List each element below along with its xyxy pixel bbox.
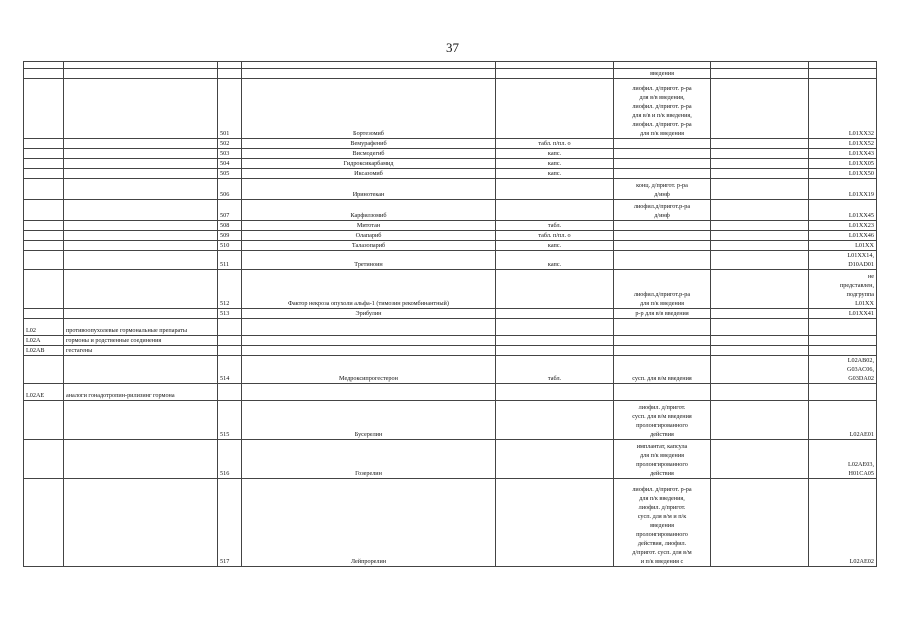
atc-reference-cell-line: L02AE03, bbox=[848, 461, 874, 468]
dosage-form-detail-cell-line: р-р для в/в введения bbox=[635, 310, 689, 317]
dosage-form-detail-cell bbox=[614, 251, 711, 270]
registry-body bbox=[24, 62, 877, 567]
atc-code-cell: L02AE bbox=[24, 384, 64, 401]
row-number-cell bbox=[218, 62, 242, 69]
atc-code-cell bbox=[24, 169, 64, 179]
group-name-cell bbox=[64, 139, 218, 149]
drug-name-cell bbox=[242, 69, 496, 79]
extra-cell bbox=[711, 319, 809, 336]
atc-reference-cell bbox=[809, 179, 877, 200]
atc-reference-cell bbox=[809, 251, 877, 270]
dosage-form-cell bbox=[496, 62, 614, 69]
dosage-form-detail-cell bbox=[614, 62, 711, 69]
dosage-form-detail-cell-line: действия bbox=[650, 431, 674, 438]
group-name-cell bbox=[64, 79, 218, 139]
table-row bbox=[24, 384, 877, 401]
dosage-form-detail-cell bbox=[614, 169, 711, 179]
atc-code-cell: L02AB bbox=[24, 346, 64, 356]
dosage-form-detail-cell-line: лиофил. д/пригот. р-ра bbox=[632, 121, 692, 128]
table-row bbox=[24, 79, 877, 139]
atc-reference-cell bbox=[809, 149, 877, 159]
atc-code-cell bbox=[24, 270, 64, 309]
dosage-form-detail-cell-line: для в/в и п/к введения, bbox=[632, 112, 692, 119]
dosage-form-detail-cell-line: лиофил.д/пригот.р-ра bbox=[633, 291, 691, 298]
atc-reference-cell-line: L02AB02, bbox=[847, 357, 874, 364]
group-name-cell bbox=[64, 62, 218, 69]
drug-name-cell: Медроксипрогестерон bbox=[242, 356, 496, 384]
dosage-form-cell bbox=[496, 384, 614, 401]
page-number: 37 bbox=[446, 40, 459, 55]
extra-cell bbox=[711, 251, 809, 270]
group-name-cell bbox=[64, 179, 218, 200]
drug-name-cell: Карфилзомиб bbox=[242, 200, 496, 221]
dosage-form-detail-cell-line: для п/к введения bbox=[639, 452, 685, 459]
atc-reference-cell-line: L01XX45 bbox=[848, 212, 874, 219]
group-name-cell bbox=[64, 231, 218, 241]
extra-cell bbox=[711, 440, 809, 479]
drug-name-cell: Эрибулин bbox=[242, 309, 496, 319]
extra-cell bbox=[711, 231, 809, 241]
dosage-form-detail-cell-line: для п/к введения bbox=[639, 130, 685, 137]
dosage-form-detail-cell bbox=[614, 79, 711, 139]
atc-reference-cell bbox=[809, 401, 877, 440]
atc-code-cell bbox=[24, 440, 64, 479]
atc-reference-cell-line: L01XX32 bbox=[848, 130, 874, 137]
group-name-cell: гестагены bbox=[64, 346, 218, 356]
table-row bbox=[24, 309, 877, 319]
row-number-cell: 511 bbox=[218, 251, 242, 270]
atc-reference-cell-line: L01XX19 bbox=[848, 191, 874, 198]
table-row bbox=[24, 251, 877, 270]
row-number-cell: 503 bbox=[218, 149, 242, 159]
row-number-cell: 515 bbox=[218, 401, 242, 440]
group-name-cell bbox=[64, 69, 218, 79]
extra-cell bbox=[711, 79, 809, 139]
atc-reference-cell-line: D10AD01 bbox=[848, 261, 874, 268]
group-name-cell bbox=[64, 479, 218, 567]
dosage-form-cell bbox=[496, 79, 614, 139]
atc-reference-cell-line: представлен, bbox=[839, 282, 874, 289]
atc-reference-cell bbox=[809, 356, 877, 384]
atc-reference-cell bbox=[809, 346, 877, 356]
group-name-cell: противоопухолевые гормональные препараты bbox=[64, 319, 218, 336]
extra-cell bbox=[711, 270, 809, 309]
dosage-form-detail-cell bbox=[614, 241, 711, 251]
dosage-form-detail-cell-line: лиофил.д/пригот.р-ра bbox=[633, 203, 691, 210]
dosage-form-detail-cell bbox=[614, 179, 711, 200]
drug-name-cell bbox=[242, 346, 496, 356]
atc-code-cell bbox=[24, 139, 64, 149]
table-row bbox=[24, 169, 877, 179]
dosage-form-cell bbox=[496, 270, 614, 309]
drug-name-cell: Лейпрорелин bbox=[242, 479, 496, 567]
atc-code-cell bbox=[24, 479, 64, 567]
dosage-form-cell: капс. bbox=[496, 169, 614, 179]
atc-reference-cell-line: подгруппа bbox=[846, 291, 874, 298]
dosage-form-detail-cell bbox=[614, 356, 711, 384]
atc-reference-cell bbox=[809, 336, 877, 346]
row-number-cell: 506 bbox=[218, 179, 242, 200]
atc-reference-cell-line: H01CA05 bbox=[848, 470, 874, 477]
dosage-form-detail-cell bbox=[614, 346, 711, 356]
group-name-cell bbox=[64, 440, 218, 479]
group-name-cell bbox=[64, 200, 218, 221]
dosage-form-detail-cell-line: имплантат, капсула bbox=[636, 443, 688, 450]
extra-cell bbox=[711, 479, 809, 567]
extra-cell bbox=[711, 346, 809, 356]
drug-name-cell: Бусерелин bbox=[242, 401, 496, 440]
dosage-form-cell bbox=[496, 346, 614, 356]
row-number-cell bbox=[218, 346, 242, 356]
drug-name-cell: Бортезомиб bbox=[242, 79, 496, 139]
dosage-form-detail-cell-line: лиофил. д/пригот. р-ра bbox=[632, 486, 692, 493]
atc-reference-cell bbox=[809, 169, 877, 179]
table-row bbox=[24, 401, 877, 440]
atc-reference-cell bbox=[809, 309, 877, 319]
atc-code-cell: L02A bbox=[24, 336, 64, 346]
atc-code-cell bbox=[24, 251, 64, 270]
atc-reference-cell-line: L02AE01 bbox=[849, 431, 874, 438]
extra-cell bbox=[711, 169, 809, 179]
atc-code-cell bbox=[24, 241, 64, 251]
atc-code-cell bbox=[24, 69, 64, 79]
table-row bbox=[24, 231, 877, 241]
atc-reference-cell bbox=[809, 241, 877, 251]
row-number-cell: 502 bbox=[218, 139, 242, 149]
dosage-form-detail-cell-line: действия, лиофил. bbox=[637, 540, 687, 547]
atc-reference-cell-line: L01XX23 bbox=[848, 222, 874, 229]
dosage-form-detail-cell-line: лиофил. д/пригот. bbox=[638, 504, 686, 511]
row-number-cell: 517 bbox=[218, 479, 242, 567]
atc-reference-cell-line: L01XX bbox=[855, 242, 874, 249]
dosage-form-cell: табл. bbox=[496, 356, 614, 384]
dosage-form-detail-cell-line: д/инф bbox=[654, 212, 670, 219]
atc-reference-cell bbox=[809, 139, 877, 149]
atc-reference-cell bbox=[809, 159, 877, 169]
dosage-form-detail-cell-line: лиофил. д/пригот. р-ра bbox=[632, 85, 692, 92]
dosage-form-cell: капс. bbox=[496, 149, 614, 159]
table-row bbox=[24, 62, 877, 69]
table-row bbox=[24, 200, 877, 221]
group-name-cell bbox=[64, 169, 218, 179]
atc-code-cell bbox=[24, 159, 64, 169]
atc-reference-cell-line: L01XX41 bbox=[848, 310, 874, 317]
table-row bbox=[24, 139, 877, 149]
extra-cell bbox=[711, 401, 809, 440]
dosage-form-detail-cell bbox=[614, 479, 711, 567]
dosage-form-cell bbox=[496, 401, 614, 440]
dosage-form-detail-cell bbox=[614, 221, 711, 231]
dosage-form-detail-cell bbox=[614, 159, 711, 169]
drug-name-cell: Митотан bbox=[242, 221, 496, 231]
dosage-form-cell bbox=[496, 319, 614, 336]
atc-reference-cell-line: L01XX46 bbox=[848, 232, 874, 239]
dosage-form-cell: табл. bbox=[496, 221, 614, 231]
dosage-form-cell bbox=[496, 479, 614, 567]
extra-cell bbox=[711, 139, 809, 149]
group-name-cell bbox=[64, 309, 218, 319]
atc-reference-cell-line: L02AE02 bbox=[849, 558, 874, 565]
dosage-form-detail-cell-line: для п/к введения bbox=[639, 300, 685, 307]
atc-code-cell bbox=[24, 231, 64, 241]
atc-code-cell: L02 bbox=[24, 319, 64, 336]
group-name-cell: гормоны и родственные соединения bbox=[64, 336, 218, 346]
table-row bbox=[24, 319, 877, 336]
group-name-cell bbox=[64, 270, 218, 309]
dosage-form-detail-cell bbox=[614, 139, 711, 149]
dosage-form-cell: капс. bbox=[496, 241, 614, 251]
row-number-cell: 505 bbox=[218, 169, 242, 179]
table-row bbox=[24, 336, 877, 346]
extra-cell bbox=[711, 149, 809, 159]
row-number-cell bbox=[218, 336, 242, 346]
drug-name-cell bbox=[242, 384, 496, 401]
row-number-cell: 513 bbox=[218, 309, 242, 319]
atc-reference-cell bbox=[809, 231, 877, 241]
dosage-form-detail-cell-line: введения bbox=[650, 522, 674, 529]
dosage-form-cell: табл. п/пл. о bbox=[496, 139, 614, 149]
dosage-form-detail-cell bbox=[614, 200, 711, 221]
group-name-cell: аналоги гонадотропин-рилизинг гормона bbox=[64, 384, 218, 401]
atc-reference-cell bbox=[809, 79, 877, 139]
group-name-cell bbox=[64, 356, 218, 384]
dosage-form-detail-cell bbox=[614, 231, 711, 241]
drug-name-cell: Третиноин bbox=[242, 251, 496, 270]
dosage-form-detail-cell bbox=[614, 149, 711, 159]
dosage-form-detail-cell-line: лиофил. д/пригот. bbox=[638, 404, 686, 411]
extra-cell bbox=[711, 356, 809, 384]
dosage-form-detail-cell-line: для п/к введения, bbox=[639, 495, 685, 502]
drug-name-cell: Вемурафениб bbox=[242, 139, 496, 149]
drug-name-cell bbox=[242, 336, 496, 346]
drug-name-cell: Гидроксикарбамид bbox=[242, 159, 496, 169]
dosage-form-detail-cell-line: введения bbox=[650, 70, 674, 77]
drug-name-cell: Иксазомиб bbox=[242, 169, 496, 179]
atc-reference-cell bbox=[809, 440, 877, 479]
table-row bbox=[24, 356, 877, 384]
atc-code-cell bbox=[24, 401, 64, 440]
atc-code-cell bbox=[24, 309, 64, 319]
table-row bbox=[24, 69, 877, 79]
atc-code-cell bbox=[24, 62, 64, 69]
dosage-form-detail-cell-line: для в/в введения, bbox=[639, 94, 685, 101]
atc-reference-cell bbox=[809, 200, 877, 221]
dosage-form-detail-cell-line: д/пригот. сусп. для в/м bbox=[632, 549, 692, 556]
dosage-form-detail-cell bbox=[614, 69, 711, 79]
extra-cell bbox=[711, 179, 809, 200]
dosage-form-detail-cell bbox=[614, 440, 711, 479]
dosage-form-detail-cell-line: сусп. для в/м введения bbox=[632, 375, 692, 382]
dosage-form-cell bbox=[496, 69, 614, 79]
atc-code-cell bbox=[24, 79, 64, 139]
atc-code-cell bbox=[24, 221, 64, 231]
atc-reference-cell-line: L01XX bbox=[855, 300, 874, 307]
drug-name-cell: Олапариб bbox=[242, 231, 496, 241]
atc-code-cell bbox=[24, 200, 64, 221]
table-row bbox=[24, 440, 877, 479]
drug-registry-table bbox=[23, 61, 877, 567]
group-name-cell bbox=[64, 149, 218, 159]
drug-name-cell bbox=[242, 62, 496, 69]
table-row bbox=[24, 270, 877, 309]
atc-reference-cell-line: L01XX05 bbox=[848, 160, 874, 167]
extra-cell bbox=[711, 159, 809, 169]
atc-reference-cell bbox=[809, 62, 877, 69]
row-number-cell: 507 bbox=[218, 200, 242, 221]
dosage-form-cell bbox=[496, 309, 614, 319]
dosage-form-detail-cell-line: лиофил. д/пригот. р-ра bbox=[632, 103, 692, 110]
extra-cell bbox=[711, 309, 809, 319]
drug-name-cell: Талазопариб bbox=[242, 241, 496, 251]
extra-cell bbox=[711, 336, 809, 346]
extra-cell bbox=[711, 221, 809, 231]
group-name-cell bbox=[64, 221, 218, 231]
extra-cell bbox=[711, 69, 809, 79]
extra-cell bbox=[711, 200, 809, 221]
dosage-form-detail-cell-line: д/инф bbox=[654, 191, 670, 198]
atc-reference-cell-line: L01XX52 bbox=[848, 140, 874, 147]
row-number-cell: 512 bbox=[218, 270, 242, 309]
dosage-form-detail-cell bbox=[614, 336, 711, 346]
dosage-form-cell: табл. п/пл. о bbox=[496, 231, 614, 241]
row-number-cell: 514 bbox=[218, 356, 242, 384]
row-number-cell: 509 bbox=[218, 231, 242, 241]
atc-code-cell bbox=[24, 179, 64, 200]
atc-reference-cell bbox=[809, 384, 877, 401]
dosage-form-detail-cell bbox=[614, 309, 711, 319]
atc-reference-cell bbox=[809, 270, 877, 309]
dosage-form-detail-cell-line: пролонгированного bbox=[636, 461, 688, 468]
dosage-form-detail-cell-line: действия bbox=[650, 470, 674, 477]
dosage-form-cell: капс. bbox=[496, 251, 614, 270]
atc-reference-cell-line: L01XX14, bbox=[847, 252, 874, 259]
drug-name-cell: Гозерелин bbox=[242, 440, 496, 479]
atc-reference-cell-line: G03AC06, bbox=[847, 366, 874, 373]
row-number-cell: 508 bbox=[218, 221, 242, 231]
row-number-cell: 516 bbox=[218, 440, 242, 479]
drug-name-cell: Висмодегиб bbox=[242, 149, 496, 159]
atc-reference-cell bbox=[809, 479, 877, 567]
row-number-cell: 510 bbox=[218, 241, 242, 251]
dosage-form-detail-cell-line: конц. д/пригот. р-ра bbox=[636, 182, 688, 189]
extra-cell bbox=[711, 384, 809, 401]
extra-cell bbox=[711, 241, 809, 251]
extra-cell bbox=[711, 62, 809, 69]
row-number-cell bbox=[218, 69, 242, 79]
group-name-cell bbox=[64, 401, 218, 440]
drug-name-cell: Фактор некроза опухоли альфа-1 (тимозин рекомбинантный) bbox=[242, 270, 496, 309]
dosage-form-detail-cell-line: сусп. для в/м и п/к bbox=[637, 513, 687, 520]
atc-reference-cell bbox=[809, 319, 877, 336]
dosage-form-cell bbox=[496, 336, 614, 346]
dosage-form-cell bbox=[496, 179, 614, 200]
dosage-form-detail-cell-line: пролонгированного bbox=[636, 422, 688, 429]
drug-name-cell bbox=[242, 319, 496, 336]
table-row bbox=[24, 179, 877, 200]
atc-reference-cell-line: G03DA02 bbox=[848, 375, 874, 382]
group-name-cell bbox=[64, 251, 218, 270]
dosage-form-detail-cell-line: пролонгированного bbox=[636, 531, 688, 538]
row-number-cell bbox=[218, 384, 242, 401]
atc-code-cell bbox=[24, 356, 64, 384]
row-number-cell: 504 bbox=[218, 159, 242, 169]
table-row bbox=[24, 241, 877, 251]
dosage-form-detail-cell-line: сусп. для в/м введения bbox=[632, 413, 692, 420]
group-name-cell bbox=[64, 159, 218, 169]
atc-reference-cell bbox=[809, 221, 877, 231]
row-number-cell bbox=[218, 319, 242, 336]
dosage-form-detail-cell bbox=[614, 319, 711, 336]
dosage-form-cell bbox=[496, 200, 614, 221]
table-row bbox=[24, 479, 877, 567]
group-name-cell bbox=[64, 241, 218, 251]
dosage-form-detail-cell bbox=[614, 384, 711, 401]
atc-reference-cell bbox=[809, 69, 877, 79]
atc-code-cell bbox=[24, 149, 64, 159]
atc-reference-cell-line: не bbox=[867, 273, 874, 280]
drug-name-cell: Иринотекан bbox=[242, 179, 496, 200]
table-row bbox=[24, 149, 877, 159]
dosage-form-cell bbox=[496, 440, 614, 479]
dosage-form-cell: капс. bbox=[496, 159, 614, 169]
table-row bbox=[24, 159, 877, 169]
dosage-form-detail-cell bbox=[614, 401, 711, 440]
dosage-form-detail-cell bbox=[614, 270, 711, 309]
table-row bbox=[24, 346, 877, 356]
dosage-form-detail-cell-line: и п/к введения с bbox=[640, 558, 684, 565]
table-row bbox=[24, 221, 877, 231]
row-number-cell: 501 bbox=[218, 79, 242, 139]
atc-reference-cell-line: L01XX50 bbox=[848, 170, 874, 177]
atc-reference-cell-line: L01XX43 bbox=[848, 150, 874, 157]
